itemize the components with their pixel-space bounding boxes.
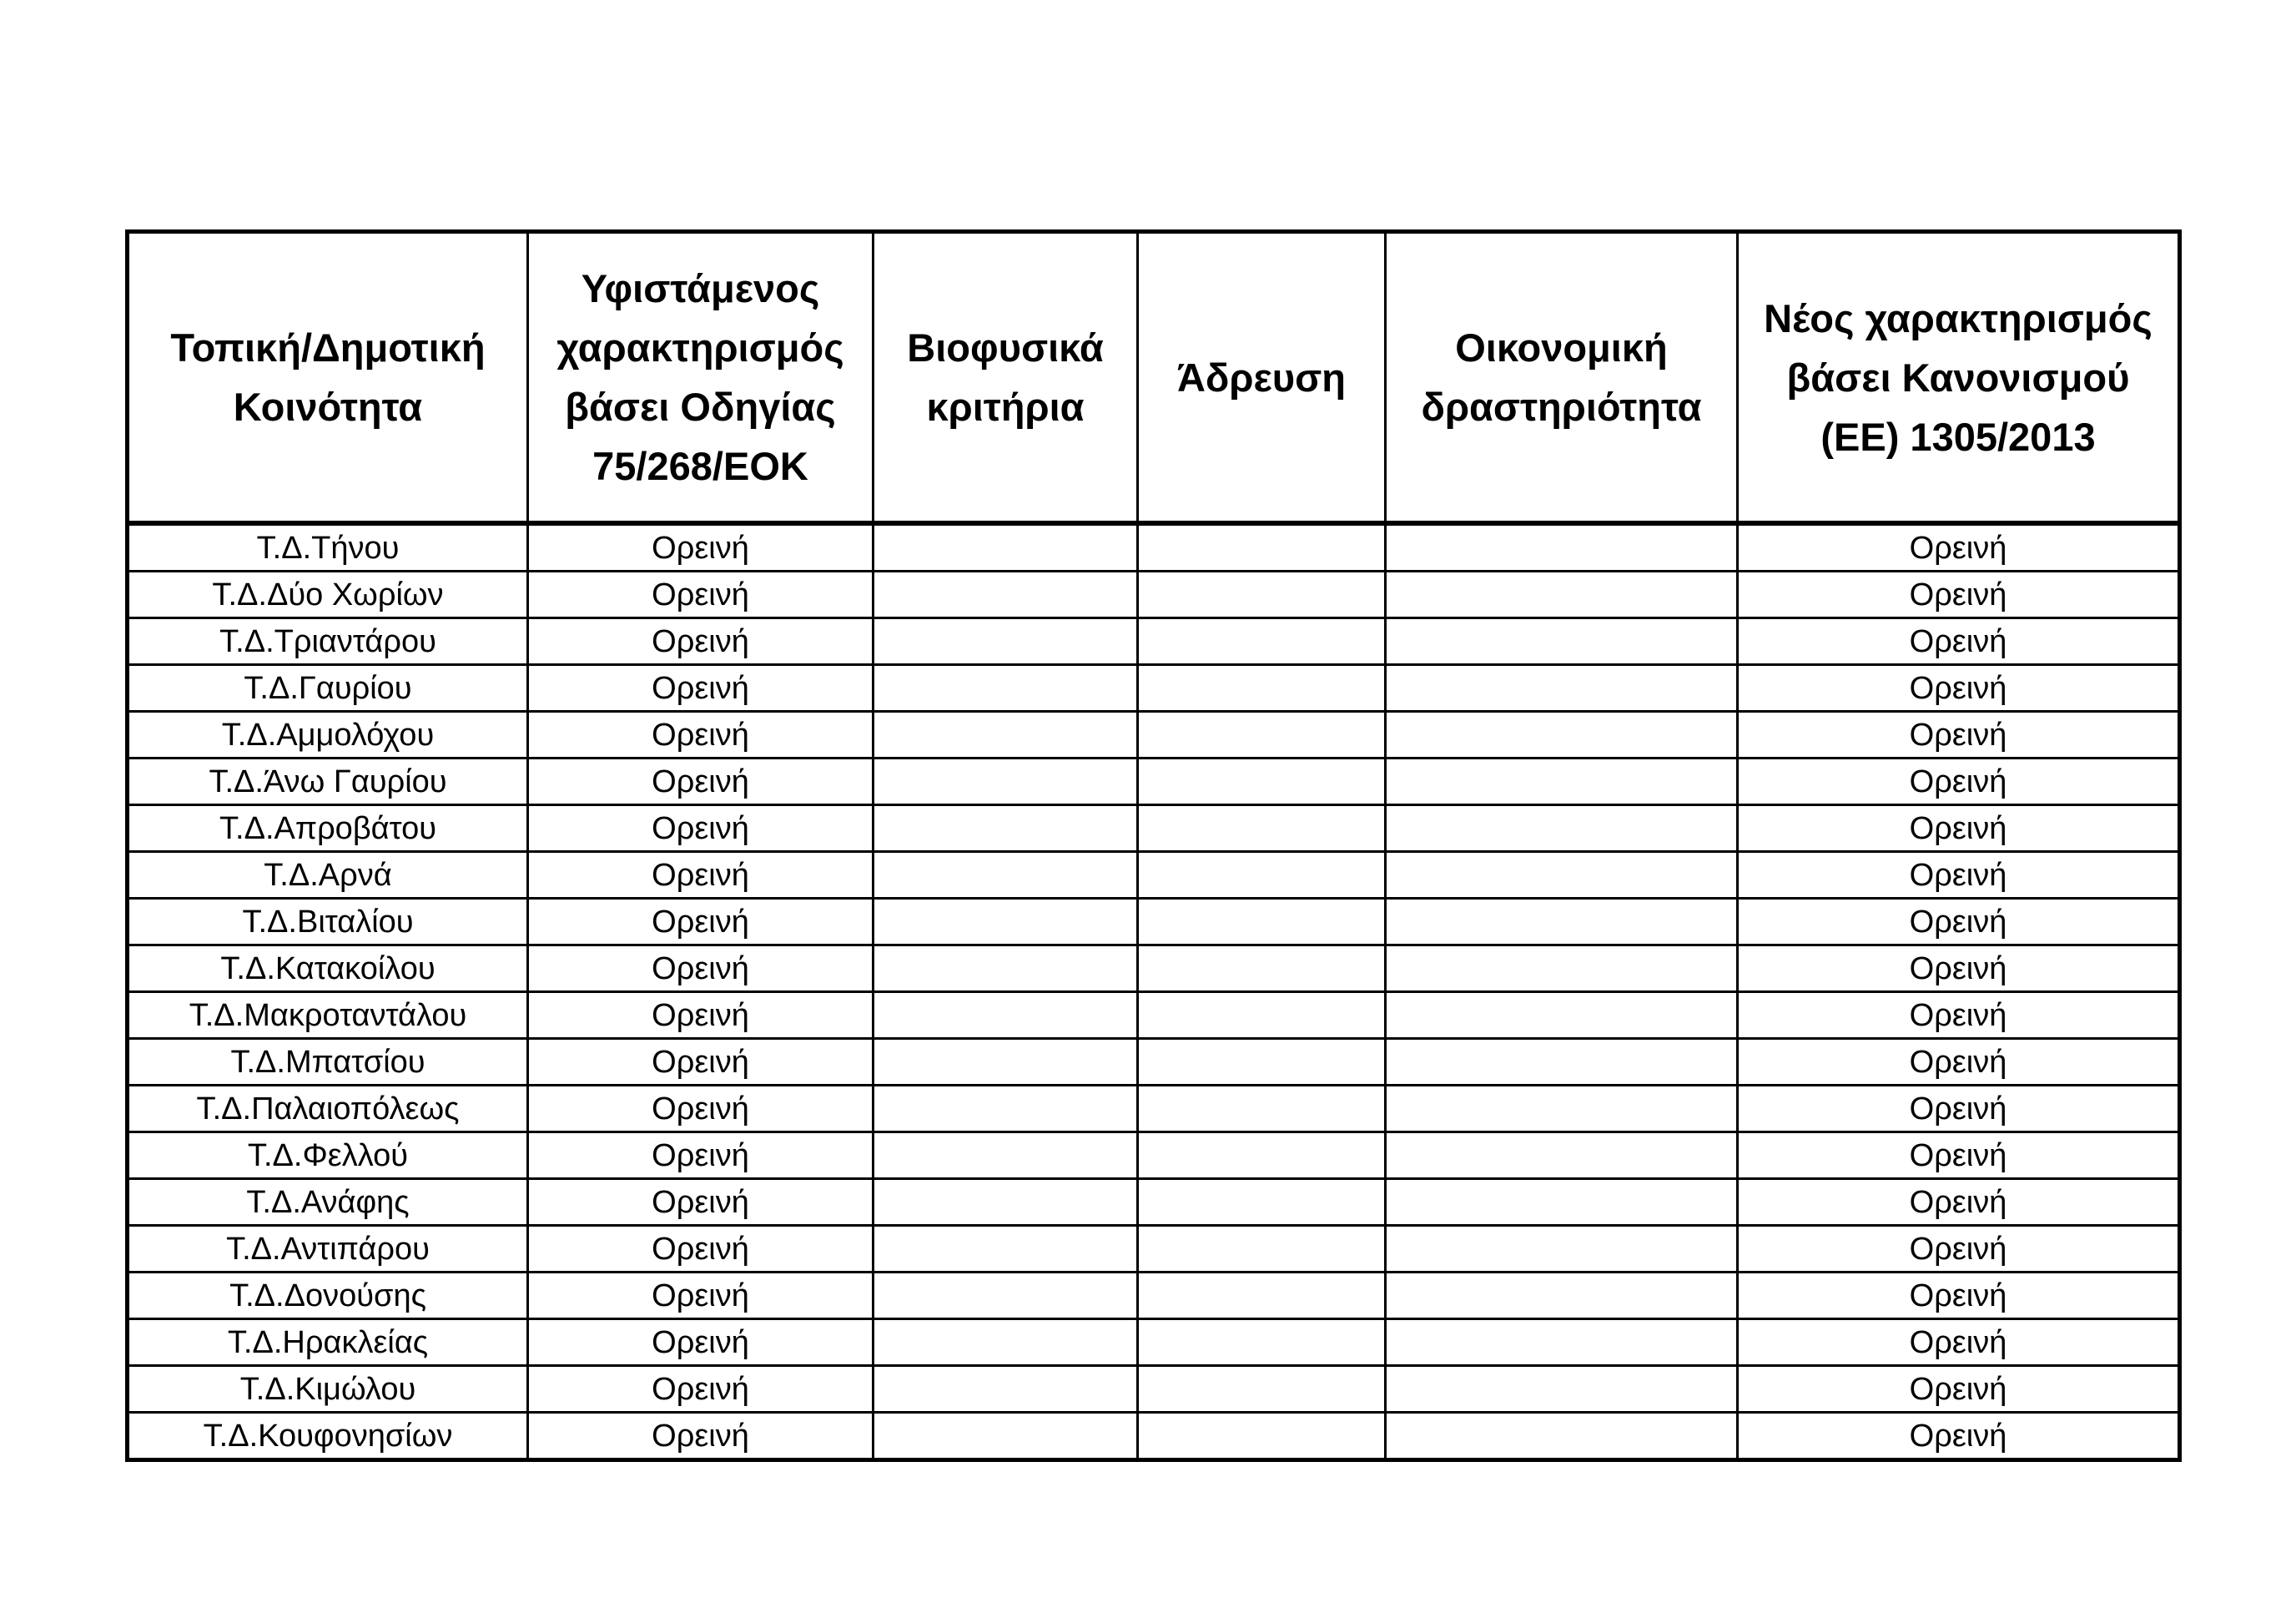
table-row: [128, 992, 2180, 1039]
cell-existing-classification: Ορεινή: [528, 1226, 874, 1273]
cell-irrigation: [1138, 945, 1386, 992]
table-row: [128, 572, 2180, 618]
cell-economic-activity: [1386, 945, 1738, 992]
cell-existing-classification: Ορεινή: [528, 1039, 874, 1086]
cell-existing-classification: Ορεινή: [528, 1132, 874, 1179]
cell-biophysical-criteria: [874, 1273, 1138, 1319]
cell-economic-activity: [1386, 712, 1738, 759]
cell-irrigation: [1138, 759, 1386, 805]
table-row: [128, 759, 2180, 805]
cell-irrigation: [1138, 1039, 1386, 1086]
cell-new-classification: Ορεινή: [1738, 1039, 2180, 1086]
cell-community: Τ.Δ.Κουφονησίων: [128, 1413, 528, 1460]
cell-new-classification: Ορεινή: [1738, 1366, 2180, 1413]
cell-new-classification: Ορεινή: [1738, 1273, 2180, 1319]
cell-existing-classification: Ορεινή: [528, 945, 874, 992]
cell-economic-activity: [1386, 852, 1738, 899]
cell-irrigation: [1138, 899, 1386, 945]
cell-biophysical-criteria: [874, 572, 1138, 618]
table-row: [128, 1226, 2180, 1273]
table-row: [128, 712, 2180, 759]
cell-economic-activity: [1386, 1039, 1738, 1086]
cell-irrigation: [1138, 712, 1386, 759]
cell-new-classification: Ορεινή: [1738, 992, 2180, 1039]
header-irrigation-line: Άδρευση: [1176, 355, 1347, 400]
cell-irrigation: [1138, 572, 1386, 618]
cell-irrigation: [1138, 1226, 1386, 1273]
cell-community: Τ.Δ.Μπατσίου: [128, 1039, 528, 1086]
cell-biophysical-criteria: [874, 945, 1138, 992]
cell-new-classification: Ορεινή: [1738, 618, 2180, 665]
header-biophysical-criteria: [874, 232, 1138, 524]
cell-community: Τ.Δ.Γαυρίου: [128, 665, 528, 712]
cell-existing-classification: Ορεινή: [528, 523, 874, 572]
cell-biophysical-criteria: [874, 992, 1138, 1039]
cell-economic-activity: [1386, 572, 1738, 618]
cell-new-classification: Ορεινή: [1738, 759, 2180, 805]
header-new-classification-line: Νέος χαρακτηρισμός: [1764, 295, 2152, 340]
cell-new-classification: Ορεινή: [1738, 945, 2180, 992]
cell-community: Τ.Δ.Ανάφης: [128, 1179, 528, 1226]
cell-economic-activity: [1386, 759, 1738, 805]
header-existing-classification-line: Υφιστάμενος: [581, 266, 820, 310]
header-row: [128, 232, 2180, 524]
mountain-areas-table: [125, 229, 2182, 1462]
header-economic-activity-line: Οικονομική: [1455, 325, 1668, 370]
cell-community: Τ.Δ.Ηρακλείας: [128, 1319, 528, 1366]
cell-biophysical-criteria: [874, 712, 1138, 759]
cell-existing-classification: Ορεινή: [528, 665, 874, 712]
cell-community: Τ.Δ.Άνω Γαυρίου: [128, 759, 528, 805]
cell-economic-activity: [1386, 1086, 1738, 1132]
cell-community: Τ.Δ.Παλαιοπόλεως: [128, 1086, 528, 1132]
table-row: [128, 665, 2180, 712]
cell-new-classification: Ορεινή: [1738, 805, 2180, 852]
cell-new-classification: Ορεινή: [1738, 1132, 2180, 1179]
table-row: [128, 1179, 2180, 1226]
cell-biophysical-criteria: [874, 1086, 1138, 1132]
cell-community: Τ.Δ.Βιταλίου: [128, 899, 528, 945]
cell-economic-activity: [1386, 899, 1738, 945]
header-economic-activity: [1386, 232, 1738, 524]
table-row: [128, 1366, 2180, 1413]
cell-irrigation: [1138, 1366, 1386, 1413]
cell-economic-activity: [1386, 1273, 1738, 1319]
cell-existing-classification: Ορεινή: [528, 852, 874, 899]
cell-irrigation: [1138, 1132, 1386, 1179]
cell-irrigation: [1138, 805, 1386, 852]
cell-existing-classification: Ορεινή: [528, 899, 874, 945]
cell-economic-activity: [1386, 992, 1738, 1039]
cell-economic-activity: [1386, 1132, 1738, 1179]
cell-new-classification: Ορεινή: [1738, 523, 2180, 572]
cell-existing-classification: Ορεινή: [528, 712, 874, 759]
cell-community: Τ.Δ.Αντιπάρου: [128, 1226, 528, 1273]
mountain-areas-table-container: [125, 229, 2178, 1462]
cell-biophysical-criteria: [874, 852, 1138, 899]
cell-irrigation: [1138, 1086, 1386, 1132]
header-new-classification: [1738, 232, 2180, 524]
cell-new-classification: Ορεινή: [1738, 1086, 2180, 1132]
header-biophysical-criteria-line: κριτήρια: [926, 385, 1085, 429]
table-row: [128, 1413, 2180, 1460]
table-row: [128, 1132, 2180, 1179]
cell-community: Τ.Δ.Κατακοίλου: [128, 945, 528, 992]
cell-community: Τ.Δ.Αμμολόχου: [128, 712, 528, 759]
table-body: [128, 523, 2180, 1460]
header-biophysical-criteria-line: Βιοφυσικά: [907, 325, 1104, 370]
cell-biophysical-criteria: [874, 523, 1138, 572]
cell-irrigation: [1138, 992, 1386, 1039]
cell-new-classification: Ορεινή: [1738, 852, 2180, 899]
cell-new-classification: Ορεινή: [1738, 1179, 2180, 1226]
cell-existing-classification: Ορεινή: [528, 1179, 874, 1226]
cell-existing-classification: Ορεινή: [528, 618, 874, 665]
cell-economic-activity: [1386, 1413, 1738, 1460]
table-row: [128, 852, 2180, 899]
cell-new-classification: Ορεινή: [1738, 712, 2180, 759]
cell-irrigation: [1138, 1413, 1386, 1460]
header-irrigation: [1138, 232, 1386, 524]
cell-biophysical-criteria: [874, 618, 1138, 665]
cell-new-classification: Ορεινή: [1738, 1226, 2180, 1273]
cell-irrigation: [1138, 1319, 1386, 1366]
cell-existing-classification: Ορεινή: [528, 1319, 874, 1366]
header-existing-classification-line: βάσει Οδηγίας: [565, 385, 836, 429]
header-community-line: Τοπική/Δημοτική: [170, 325, 486, 370]
table-row: [128, 523, 2180, 572]
cell-community: Τ.Δ.Τήνου: [128, 523, 528, 572]
cell-economic-activity: [1386, 1319, 1738, 1366]
cell-new-classification: Ορεινή: [1738, 1319, 2180, 1366]
cell-existing-classification: Ορεινή: [528, 805, 874, 852]
header-community-line: Κοινότητα: [233, 385, 423, 429]
cell-existing-classification: Ορεινή: [528, 1086, 874, 1132]
cell-community: Τ.Δ.Φελλού: [128, 1132, 528, 1179]
cell-community: Τ.Δ.Τριαντάρου: [128, 618, 528, 665]
table-row: [128, 1319, 2180, 1366]
cell-community: Τ.Δ.Δύο Χωρίων: [128, 572, 528, 618]
cell-irrigation: [1138, 852, 1386, 899]
header-existing-classification-line: χαρακτηρισμός: [556, 325, 844, 370]
cell-existing-classification: Ορεινή: [528, 1366, 874, 1413]
cell-irrigation: [1138, 1179, 1386, 1226]
cell-community: Τ.Δ.Απροβάτου: [128, 805, 528, 852]
cell-new-classification: Ορεινή: [1738, 899, 2180, 945]
cell-new-classification: Ορεινή: [1738, 665, 2180, 712]
cell-economic-activity: [1386, 665, 1738, 712]
table-row: [128, 618, 2180, 665]
cell-biophysical-criteria: [874, 1226, 1138, 1273]
cell-biophysical-criteria: [874, 1179, 1138, 1226]
cell-new-classification: Ορεινή: [1738, 572, 2180, 618]
cell-new-classification: Ορεινή: [1738, 1413, 2180, 1460]
table-row: [128, 899, 2180, 945]
table-header: [128, 232, 2180, 524]
table-row: [128, 1273, 2180, 1319]
cell-irrigation: [1138, 665, 1386, 712]
cell-community: Τ.Δ.Αρνά: [128, 852, 528, 899]
cell-existing-classification: Ορεινή: [528, 1273, 874, 1319]
table-row: [128, 1039, 2180, 1086]
cell-irrigation: [1138, 618, 1386, 665]
cell-biophysical-criteria: [874, 759, 1138, 805]
header-existing-classification-line: 75/268/ΕΟΚ: [592, 444, 808, 488]
cell-biophysical-criteria: [874, 899, 1138, 945]
header-economic-activity-line: δραστηριότητα: [1421, 385, 1702, 429]
header-new-classification-line: (ΕΕ) 1305/2013: [1820, 414, 2096, 459]
cell-economic-activity: [1386, 1226, 1738, 1273]
cell-biophysical-criteria: [874, 805, 1138, 852]
cell-community: Τ.Δ.Κιμώλου: [128, 1366, 528, 1413]
cell-economic-activity: [1386, 523, 1738, 572]
cell-existing-classification: Ορεινή: [528, 1413, 874, 1460]
cell-economic-activity: [1386, 805, 1738, 852]
cell-irrigation: [1138, 1273, 1386, 1319]
cell-community: Τ.Δ.Μακροταντάλου: [128, 992, 528, 1039]
cell-economic-activity: [1386, 1366, 1738, 1413]
cell-existing-classification: Ορεινή: [528, 759, 874, 805]
cell-biophysical-criteria: [874, 1039, 1138, 1086]
table-row: [128, 945, 2180, 992]
header-new-classification-line: βάσει Κανονισμού: [1786, 355, 2130, 400]
table-row: [128, 805, 2180, 852]
cell-biophysical-criteria: [874, 665, 1138, 712]
header-community: [128, 232, 528, 524]
cell-biophysical-criteria: [874, 1366, 1138, 1413]
cell-economic-activity: [1386, 618, 1738, 665]
cell-irrigation: [1138, 523, 1386, 572]
cell-community: Τ.Δ.Δονούσης: [128, 1273, 528, 1319]
header-existing-classification: [528, 232, 874, 524]
cell-existing-classification: Ορεινή: [528, 572, 874, 618]
cell-economic-activity: [1386, 1179, 1738, 1226]
cell-existing-classification: Ορεινή: [528, 992, 874, 1039]
cell-biophysical-criteria: [874, 1132, 1138, 1179]
cell-biophysical-criteria: [874, 1319, 1138, 1366]
cell-biophysical-criteria: [874, 1413, 1138, 1460]
table-row: [128, 1086, 2180, 1132]
